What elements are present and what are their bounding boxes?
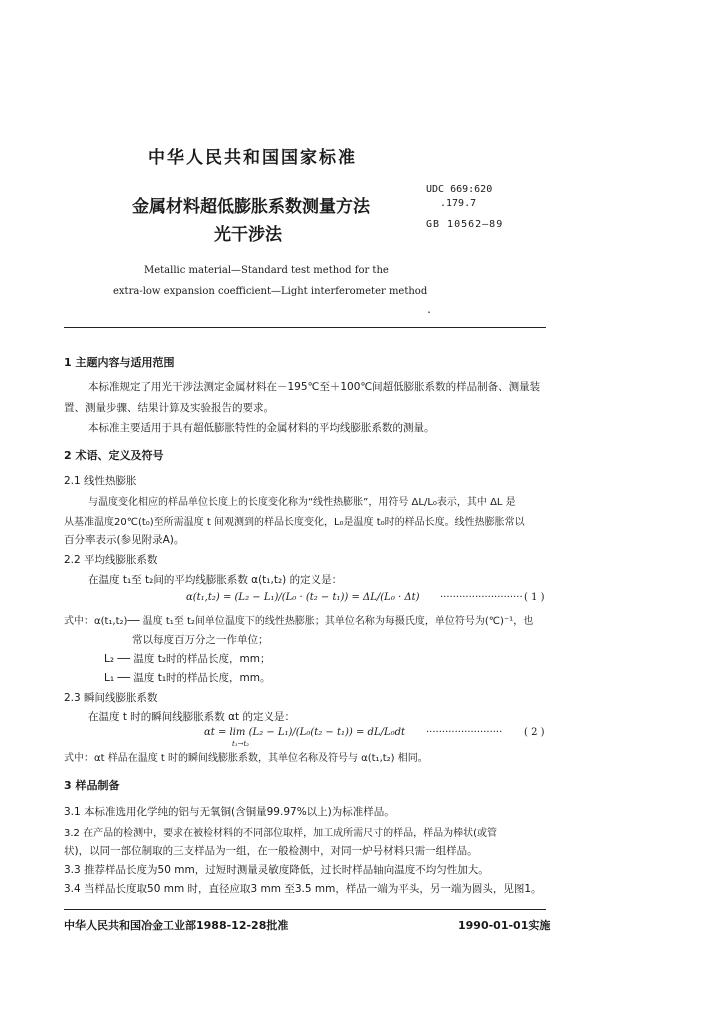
footer-rule (64, 909, 546, 910)
effective-date: 1990-01-01实施 (458, 919, 551, 932)
equation-1-leader: ·························· (440, 592, 523, 603)
section-3-2-cont: 状)，以同一部位制取的三支样品为一组，在一般检测中，对同一炉号材料只需一组样品。 (64, 845, 478, 857)
section-2-heading: 2 术语、定义及符号 (64, 449, 164, 462)
section-1-heading: 1 主题内容与适用范围 (64, 356, 175, 369)
section-2-2-paragraph: 在温度 t₁至 t₂间的平均线膨胀系数 α(t₁,t₂) 的定义是： (88, 574, 343, 586)
section-3-heading: 3 样品制备 (64, 779, 120, 792)
english-title-line2: extra-low expansion coefficient—Light interferometer method (113, 286, 428, 297)
equation-2-number: ( 2 ) (524, 727, 545, 738)
equation-1-where-2: 常以每度百万分之一作单位； (132, 634, 269, 646)
section-2-3-paragraph: 在温度 t 时的瞬间线膨胀系数 αt 的定义是： (88, 711, 296, 723)
section-1-paragraph-1-cont: 置、测量步骤、结果计算及实验报告的要求。 (64, 402, 274, 414)
section-2-1-paragraph: 与温度变化相应的样品单位长度上的长度变化称为“线性热膨胀”，用符号 ΔL/L₀表示，其中 ΔL 是 (88, 497, 516, 508)
section-3-2: 3.2 在产品的检测中，要求在被检材料的不同部位取样，加工成所需尺寸的样品，样品为棒状(或管 (64, 828, 497, 839)
section-2-1-paragraph-end: 百分率表示(参见附录A)。 (64, 534, 185, 546)
equation-1-where-1: 式中：α(t₁,t₂)── 温度 t₁至 t₂间单位温度下的线性热膨胀；其单位名称为每摄氏度，单位符号为(℃)⁻¹，也 (64, 616, 534, 627)
section-3-3: 3.3 推荐样品长度为50 mm，过短时测量灵敏度降低，过长时样品轴向温度不均匀性加大。 (64, 864, 489, 876)
equation-2: αt = lim (L₂ − L₁)/(L₀(t₂ − t₁)) = dL/L₀dt (204, 727, 406, 738)
udc-code: UDC 669:620 (426, 184, 493, 195)
section-2-1-heading: 2.1 线性热膨胀 (64, 475, 137, 487)
section-3-1: 3.1 本标准选用化学纯的铝与无氧铜(含铜量99.97%以上)为标准样品。 (64, 806, 395, 818)
document-title: 金属材料超低膨胀系数测量方法 (132, 197, 370, 217)
section-1-paragraph-1: 本标准规定了用光干涉法测定金属材料在－195℃至＋100℃间超低膨胀系数的样品制备、测量装 (88, 381, 541, 393)
udc-code-cont: .179.7 (440, 198, 477, 209)
equation-2-where: 式中：αt 样品在温度 t 时的瞬间线膨胀系数，其单位名称及符号与 α(t₁,t₂) 相同。 (64, 753, 428, 764)
equation-1-number: ( 1 ) (524, 592, 545, 603)
equation-1: α(t₁,t₂) = (L₂ − L₁)/(L₀ · (t₂ − t₁)) = ΔL/(L₀ · Δt) (186, 592, 420, 603)
approval-note: 中华人民共和国冶金工业部1988-12-28批准 (64, 919, 289, 932)
section-3-4: 3.4 当样品长度取50 mm 时，直径应取3 mm 至3.5 mm，样品一端为平头，另一端为圆头，见图1。 (64, 883, 542, 895)
equation-2-leader: ························ (426, 727, 503, 738)
equation-2-limit-subscript: t₁→t₂ (232, 740, 250, 748)
gb-code: GB 10562—89 (426, 219, 504, 230)
document-subtitle: 光干涉法 (214, 225, 282, 245)
equation-1-where-3: L₂ ── 温度 t₂时的样品长度，mm； (104, 653, 271, 665)
section-1-paragraph-2: 本标准主要适用于具有超低膨胀特性的金属材料的平均线膨胀系数的测量。 (88, 422, 435, 434)
section-2-2-heading: 2.2 平均线膨胀系数 (64, 554, 158, 566)
section-2-1-paragraph-cont: 从基准温度20℃(t₀)至所需温度 t 间观测到的样品长度变化，L₀是温度 t₀时的样品长度。线性热膨胀常以 (64, 517, 525, 528)
equation-1-where-4: L₁ ── 温度 t₁时的样品长度，mm。 (104, 672, 271, 684)
header-rule (64, 327, 546, 328)
dot-mark: . (426, 305, 433, 316)
standard-title: 中华人民共和国国家标准 (148, 148, 357, 168)
english-title-line1: Metallic material—Standard test method for the (144, 265, 389, 276)
section-2-3-heading: 2.3 瞬间线膨胀系数 (64, 692, 158, 704)
